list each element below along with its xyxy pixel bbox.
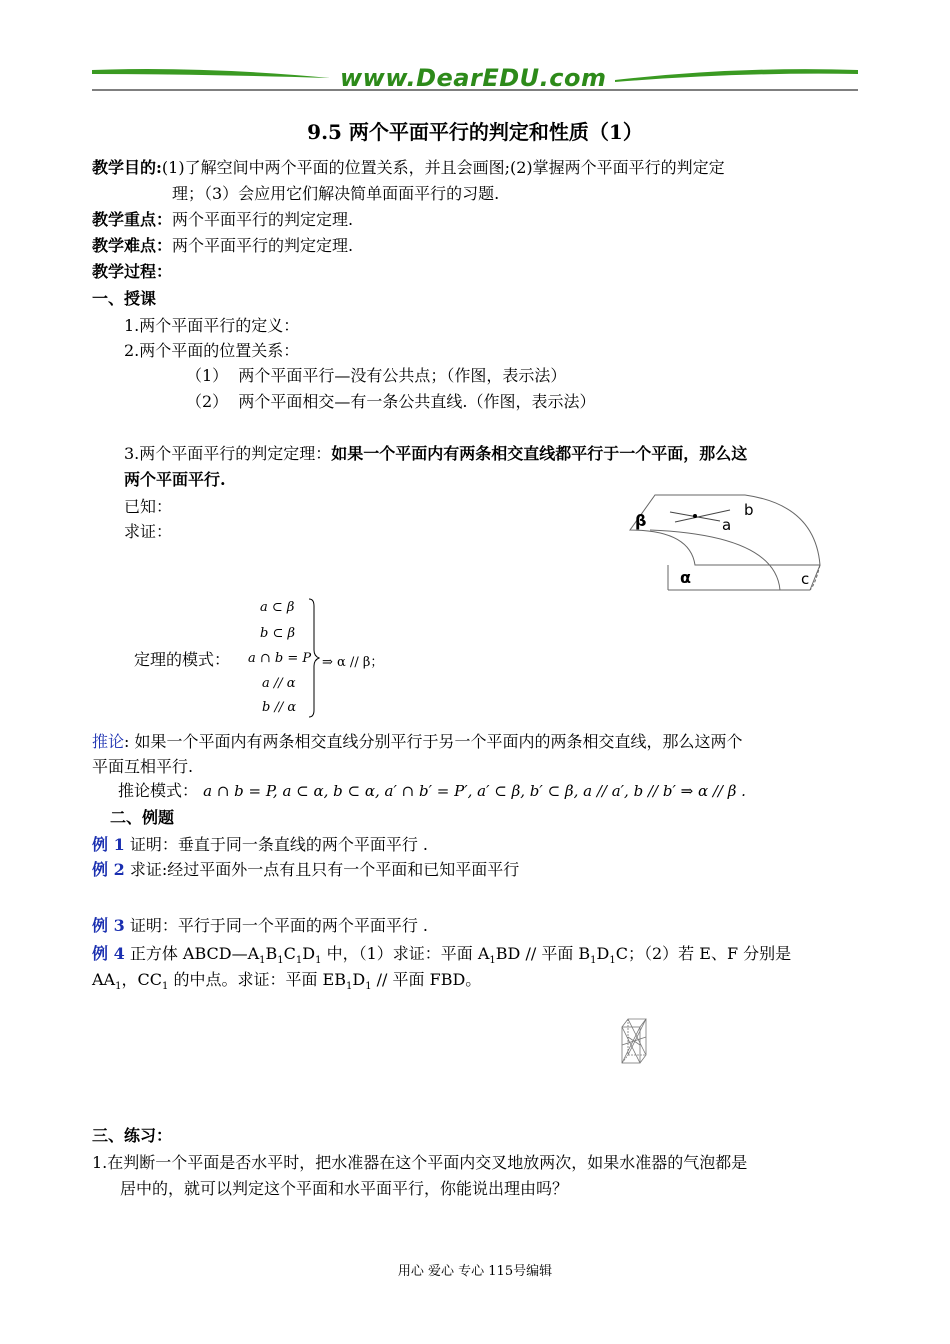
theorem-prefix: 3.两个平面平行的判定定理： <box>124 444 332 463</box>
header-banner <box>0 0 950 100</box>
page-title: 9.5 两个平面平行的判定和性质（1） <box>307 120 643 144</box>
section1-item2: 2.两个平面的位置关系： <box>124 341 300 360</box>
site-logo: www.DearEDU.com <box>340 64 607 92</box>
example-2 <box>92 857 519 880</box>
difficulty-label: 教学难点： <box>92 236 173 255</box>
pattern-line-1: a ⊂ β <box>260 600 295 615</box>
key-point-text: 两个平面平行的判定定理. <box>172 210 354 229</box>
objectives-line1 <box>92 155 725 178</box>
section1-item1: 1.两个平面平行的定义： <box>124 316 300 335</box>
corollary-pattern-label: 推论模式： <box>118 781 199 800</box>
planes-figure <box>620 490 850 600</box>
section2-heading: 二、例题 <box>110 808 175 827</box>
corollary-line2: 平面互相平行. <box>92 757 194 776</box>
objectives-line2: 理；（3）会应用它们解决简单面面平行的习题. <box>172 184 500 203</box>
example-4-label: 例 4 <box>92 944 125 963</box>
example-4-line1 <box>92 941 791 966</box>
figure-label-beta: β <box>635 511 647 530</box>
sub2-num: （2） <box>186 392 229 411</box>
section1-sub2 <box>186 389 595 412</box>
pattern-line-2: b ⊂ β <box>260 626 295 641</box>
cube-figure <box>619 1015 649 1067</box>
pattern-line-5: b // α <box>262 700 297 715</box>
pattern-line-3: a ∩ b = P <box>248 651 312 666</box>
figure-label-alpha: α <box>680 568 691 587</box>
prove-label: 求证： <box>124 522 173 541</box>
example-1-text: 证明：垂直于同一条直线的两个平面平行 . <box>129 835 428 854</box>
figure-label-a: a <box>722 516 732 534</box>
corollary-pattern-formula: a ∩ b = P, a ⊂ α, b ⊂ α, a′ ∩ b′ = P′, a′ ⊂ β, b′ ⊂ β, a // a′, b // b′ ⇒ α // β . <box>203 782 746 800</box>
example-3-text: 证明：平行于同一个平面的两个平面平行 . <box>129 916 428 935</box>
page-footer: 用心 爱心 专心 115号编辑 <box>397 1264 553 1279</box>
figure-label-b: b <box>744 501 754 519</box>
corollary-label: 推论 <box>92 732 125 751</box>
example-4-line2: $AA_1$，$CC_1$ 的中点。求证：平面 $EB_1D_1$ // 平面 FBD。 <box>92 970 482 993</box>
section1-sub1 <box>186 363 566 386</box>
figure-label-c: c <box>801 570 810 588</box>
key-point <box>92 207 353 230</box>
pattern-brace <box>308 598 320 718</box>
example-1-label: 例 1 <box>92 835 125 854</box>
exercise-1-line2: 居中的，就可以判定这个平面和水平面平行，你能说出理由吗？ <box>120 1179 569 1198</box>
example-3 <box>92 913 428 936</box>
sub2-text: 两个平面相交—有一条公共直线.（作图，表示法） <box>238 392 596 411</box>
exercise-1-line1: 1.在判断一个平面是否水平时，把水准器在这个平面内交叉地放两次，如果水准器的气泡都是 <box>92 1153 748 1172</box>
corollary-pattern <box>118 778 746 801</box>
objectives-text1: (1)了解空间中两个平面的位置关系，并且会画图;(2)掌握两个平面平行的判定定 <box>161 158 725 177</box>
pattern-label: 定理的模式： <box>134 650 231 669</box>
example-1 <box>92 832 428 855</box>
example-2-text: 求证:经过平面外一点有且只有一个平面和已知平面平行 <box>129 860 520 879</box>
sub1-text: 两个平面平行—没有公共点；（作图，表示法） <box>238 366 567 385</box>
given-label: 已知： <box>124 497 173 516</box>
difficulty-text: 两个平面平行的判定定理. <box>172 236 354 255</box>
example-2-label: 例 2 <box>92 860 125 879</box>
sub1-num: （1） <box>186 366 229 385</box>
process-label: 教学过程： <box>92 262 173 281</box>
theorem-line1 <box>124 441 747 464</box>
corollary-line1 <box>92 729 743 752</box>
objectives-label: 教学目的: <box>92 158 162 177</box>
example-4-text1: 正方体 $ABCD—A_1B_1C_1D_1$ 中，（1）求证：平面 $A_1BD$ // 平面 $B_1D_1C$；（2）若 E、F 分别是 <box>129 944 792 967</box>
pattern-result: ⇒ α // β； <box>322 655 384 670</box>
section3-heading: 三、练习： <box>92 1126 173 1145</box>
difficulty <box>92 233 353 256</box>
section1-heading: 一、授课 <box>92 289 157 308</box>
example-3-label: 例 3 <box>92 916 125 935</box>
corollary-text1: : 如果一个平面内有两条相交直线分别平行于另一个平面内的两条相交直线，那么这两个 <box>124 732 743 751</box>
theorem-line2: 两个平面平行. <box>124 470 226 489</box>
key-point-label: 教学重点： <box>92 210 173 229</box>
pattern-line-4: a // α <box>262 676 296 691</box>
theorem-statement: 如果一个平面内有两条相交直线都平行于一个平面，那么这 <box>331 444 748 463</box>
